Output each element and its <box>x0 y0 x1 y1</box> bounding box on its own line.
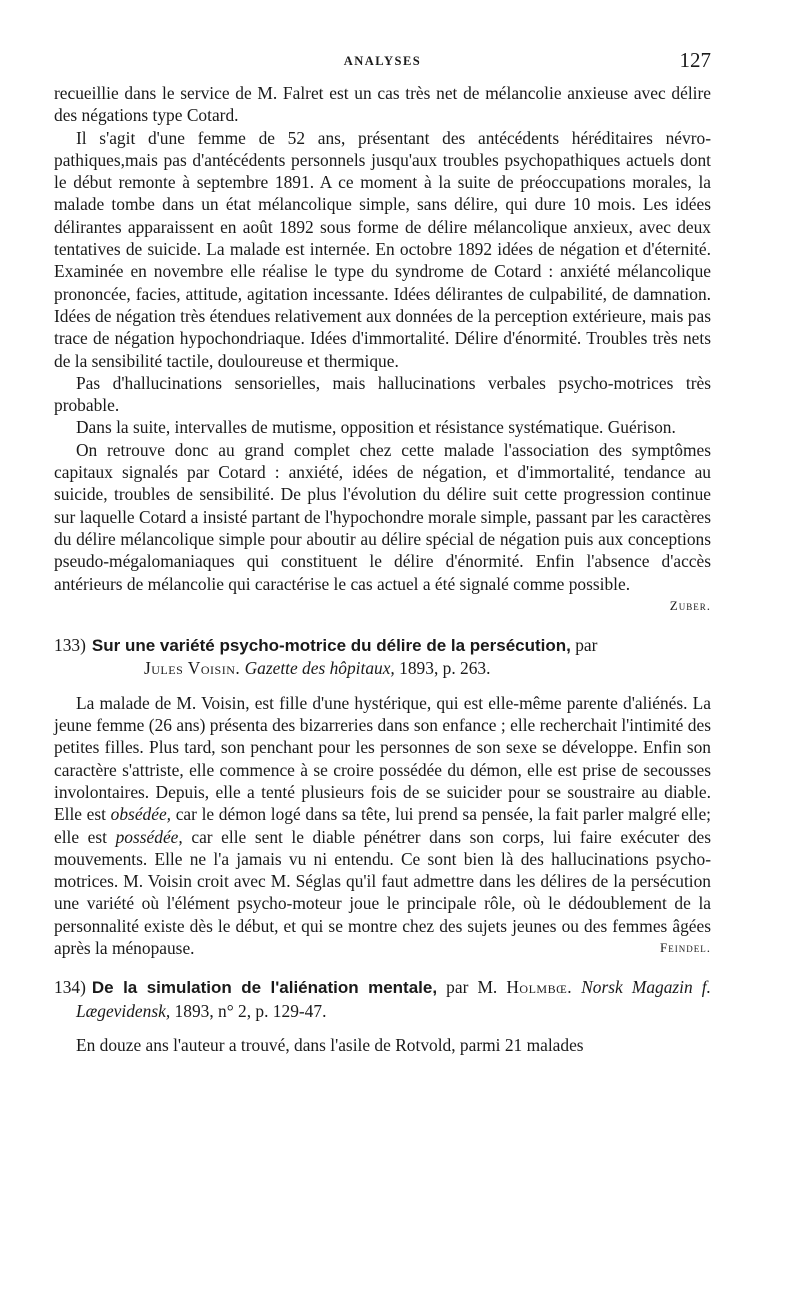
entry-par: par M. <box>446 977 498 998</box>
entry-number: 133) <box>54 635 86 656</box>
entry-heading <box>54 976 711 1022</box>
review-133 <box>54 634 711 959</box>
running-head: ANALYSES <box>343 54 422 68</box>
review-134 <box>54 976 711 1056</box>
entry-par: par <box>575 635 598 656</box>
paragraph: Pas d'hallucinations sensorielles, mais hallucinations verbales psycho-motrices très probable. <box>54 372 711 416</box>
paragraph: On retrouve donc au grand complet chez cette malade l'association des symptômes capitaux signalés par Cotard : anxiété, idées de négation, et d'immortalité, tendance au suicide, troubles de sensibilité. De plus l'évolution du délire suit cette progression continue sur laquelle Cotard a insisté partant de l'hypochondre morale simple, passant par les caractères du délire mélancolique simple pour aboutir au délire spécial de négation puis aux conceptions pseudo-mégalomaniaques qui constituent le délire d'énormité. Enfin l'absence d'accès antérieurs de mélancolie qui caractérise le cas actuel a été signalé comme possible. <box>54 439 711 594</box>
entry-heading <box>54 634 711 680</box>
reviewer-signature: Feindel. <box>660 939 711 955</box>
paragraph: En douze ans l'auteur a trouvé, dans l'asile de Rotvold, parmi 21 malades <box>76 1034 584 1055</box>
entry-journal: Norsk Magazin f. Lægevidensk, <box>76 977 711 1021</box>
paragraph: Il s'agit d'une femme de 52 ans, présentant des antécédents héréditaires névro-pathiques,mais pas d'antécédents personnels jusqu'aux troubles psychopathiques actuels dont le début remonte à septembre 1891. A ce moment à la suite de préoccupations morales, la malade tombe dans un état mélancolique simple, sans délire, qui dure 10 mois. Les idées délirantes apparaissent en août 1892 sous forme de délire mélancolique anxieux, avec deux tentatives de suicide. La malade est internée. En octobre 1892 idées de négation et d'éternité. Examinée en novembre elle réalise le type du syndrome de Cotard : anxiété mélancolique prononcée, facies, attitude, agitation incessante. Idées délirantes de culpabilité, de damnation. Idées de négation très étendues relativement aux données de la perception extérieure, mais pas trace de négation hypochondriaque. Idées d'immortalité. Délire d'énormité. Troubles très nets de la sensibilité tactile, douloureuse et thermique. <box>54 127 711 371</box>
paragraph: La malade de M. Voisin, est fille d'une hystérique, qui est elle-même parente d'aliénés. La jeune femme (26 ans) présenta des bizarreries dans son enfance ; elle recherchait l'intimité des petites filles. Plus tard, son penchant pour les personnes de son sexe se développe. Enfin son caractère s'attriste, elle commence à se croire possédée du démon, elle est prise de secousses involontaires. Depuis, elle a tenté plusieurs fois de se suicider pour se soustraire au diable. Elle est obsédée, car le démon logé dans sa tête, lui prend sa pensée, la fait parler malgré elle; elle est possédée, car elle sent le diable pénétrer dans son corps, lui faire exécuter des mouvements. Elle ne l'a jamais vu ni entendu. Ce sont bien là des hallucinations psycho-motrices. M. Voisin croit avec M. Séglas qu'il faut admettre dans les délires de la persécution une variété où l'élément psycho-moteur joue le principale rôle, où le dédoublement de la personnalité existe dès le début, et qui se montre chez des sujets jeunes ou des femmes âgées après la ménopause. <box>54 692 712 958</box>
paragraph: Dans la suite, intervalles de mutisme, opposition et résistance systématique. Guérison. <box>76 417 676 438</box>
emphasis: obsédée, <box>110 804 172 825</box>
entry-author: Jules Voisin. <box>144 658 241 679</box>
page-header <box>54 48 711 82</box>
entry-number: 134) <box>54 977 86 998</box>
review-132 <box>54 82 711 617</box>
page <box>54 48 711 1056</box>
entry-journal: Gazette des hôpitaux, <box>244 658 395 679</box>
entry-title: Sur une variété psycho-motrice du délire de la persécution, <box>91 636 571 656</box>
paragraph: recueillie dans le service de M. Falret est un cas très net de mélancolie anxieuse avec délire des négations type Cotard. <box>54 83 711 126</box>
page-number: 127 <box>679 48 711 72</box>
entry-author: Holmbœ. <box>506 977 573 998</box>
entry-citation: 1893, p. 263. <box>399 658 491 679</box>
reviewer-signature: Zuber. <box>669 597 711 613</box>
emphasis: possédée, <box>115 826 183 847</box>
entry-citation: 1893, n° 2, p. 129-47. <box>174 1000 327 1021</box>
entry-title: De la simulation de l'aliénation mentale, <box>91 978 438 998</box>
